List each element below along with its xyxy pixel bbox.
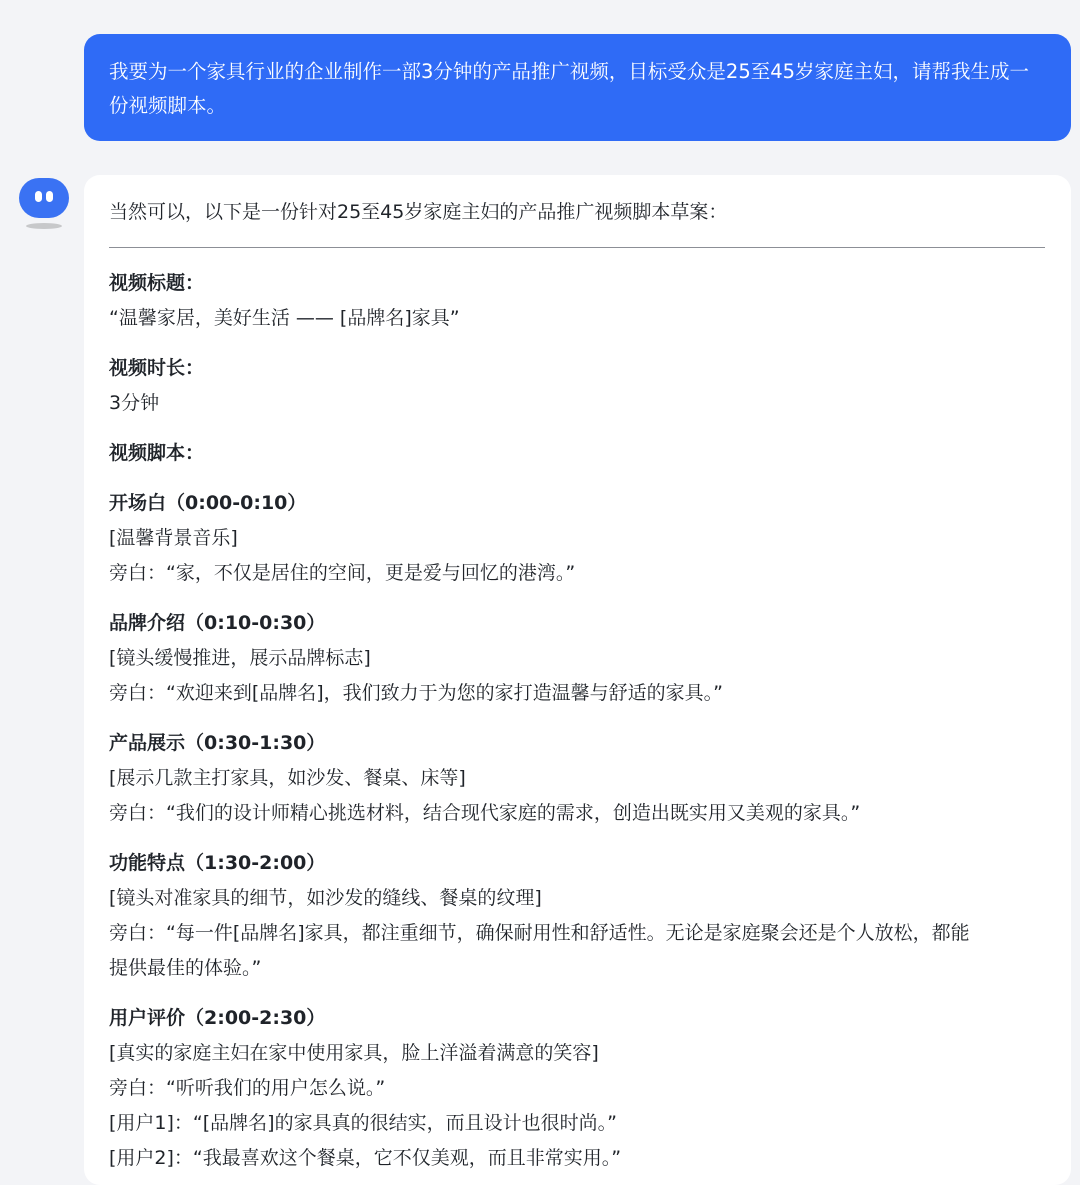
video-script-label: 视频脚本： (109, 442, 205, 464)
video-title-value: “温馨家居，美好生活 —— [品牌名]家具” (109, 307, 460, 329)
section-heading: 功能特点（1:30-2:00） (109, 852, 326, 874)
script-section (109, 726, 1045, 831)
section-line: 旁白：“家，不仅是居住的空间，更是爱与回忆的港湾。” (109, 562, 576, 584)
video-duration-label: 视频时长： (109, 357, 205, 379)
section-line: 旁白：“每一件[品牌名]家具，都注重细节，确保耐用性和舒适性。无论是家庭聚会还是个人放松，都能 (109, 922, 970, 944)
video-script-block (109, 436, 1045, 471)
video-title-block (109, 266, 1045, 336)
bot-avatar-shadow (26, 223, 62, 229)
video-title-label: 视频标题： (109, 272, 205, 294)
section-heading: 用户评价（2:00-2:30） (109, 1007, 326, 1029)
section-line: 提供最佳的体验。” (109, 957, 262, 979)
bot-avatar-eye-left (35, 191, 42, 202)
section-heading: 开场白（0:00-0:10） (109, 492, 307, 514)
bot-avatar-icon (19, 178, 69, 218)
video-duration-block (109, 351, 1045, 421)
script-section (109, 486, 1045, 591)
section-line: [真实的家庭主妇在家中使用家具，脸上洋溢着满意的笑容] (109, 1042, 599, 1064)
section-line: [展示几款主打家具，如沙发、餐桌、床等] (109, 767, 466, 789)
section-line: [镜头缓慢推进，展示品牌标志] (109, 647, 371, 669)
script-section (109, 606, 1045, 711)
user-message-bubble (84, 34, 1071, 141)
section-line: [温馨背景音乐] (109, 527, 238, 549)
section-line: [镜头对准家具的细节，如沙发的缝线、餐桌的纹理] (109, 887, 542, 909)
section-line: 旁白：“我们的设计师精心挑选材料，结合现代家庭的需求，创造出既实用又美观的家具。” (109, 802, 861, 824)
section-line: [用户1]：“[品牌名]的家具真的很结实，而且设计也很时尚。” (109, 1112, 617, 1134)
script-section (109, 1001, 1045, 1176)
divider (109, 247, 1045, 248)
script-section (109, 846, 1045, 986)
bot-avatar-eye-right (46, 191, 53, 202)
user-message-text: 我要为一个家具行业的企业制作一部3分钟的产品推广视频，目标受众是25至45岁家庭主妇，请帮我生成一份视频脚本。 (109, 60, 1030, 117)
assistant-message-card (84, 175, 1071, 1185)
video-duration-value: 3分钟 (109, 392, 160, 414)
section-heading: 产品展示（0:30-1:30） (109, 732, 326, 754)
section-line: 旁白：“欢迎来到[品牌名]，我们致力于为您的家打造温馨与舒适的家具。” (109, 682, 724, 704)
assistant-intro: 当然可以，以下是一份针对25至45岁家庭主妇的产品推广视频脚本草案： (109, 201, 728, 223)
section-line: [用户2]：“我最喜欢这个餐桌，它不仅美观，而且非常实用。” (109, 1147, 622, 1169)
section-heading: 品牌介绍（0:10-0:30） (109, 612, 326, 634)
section-line: 旁白：“听听我们的用户怎么说。” (109, 1077, 386, 1099)
